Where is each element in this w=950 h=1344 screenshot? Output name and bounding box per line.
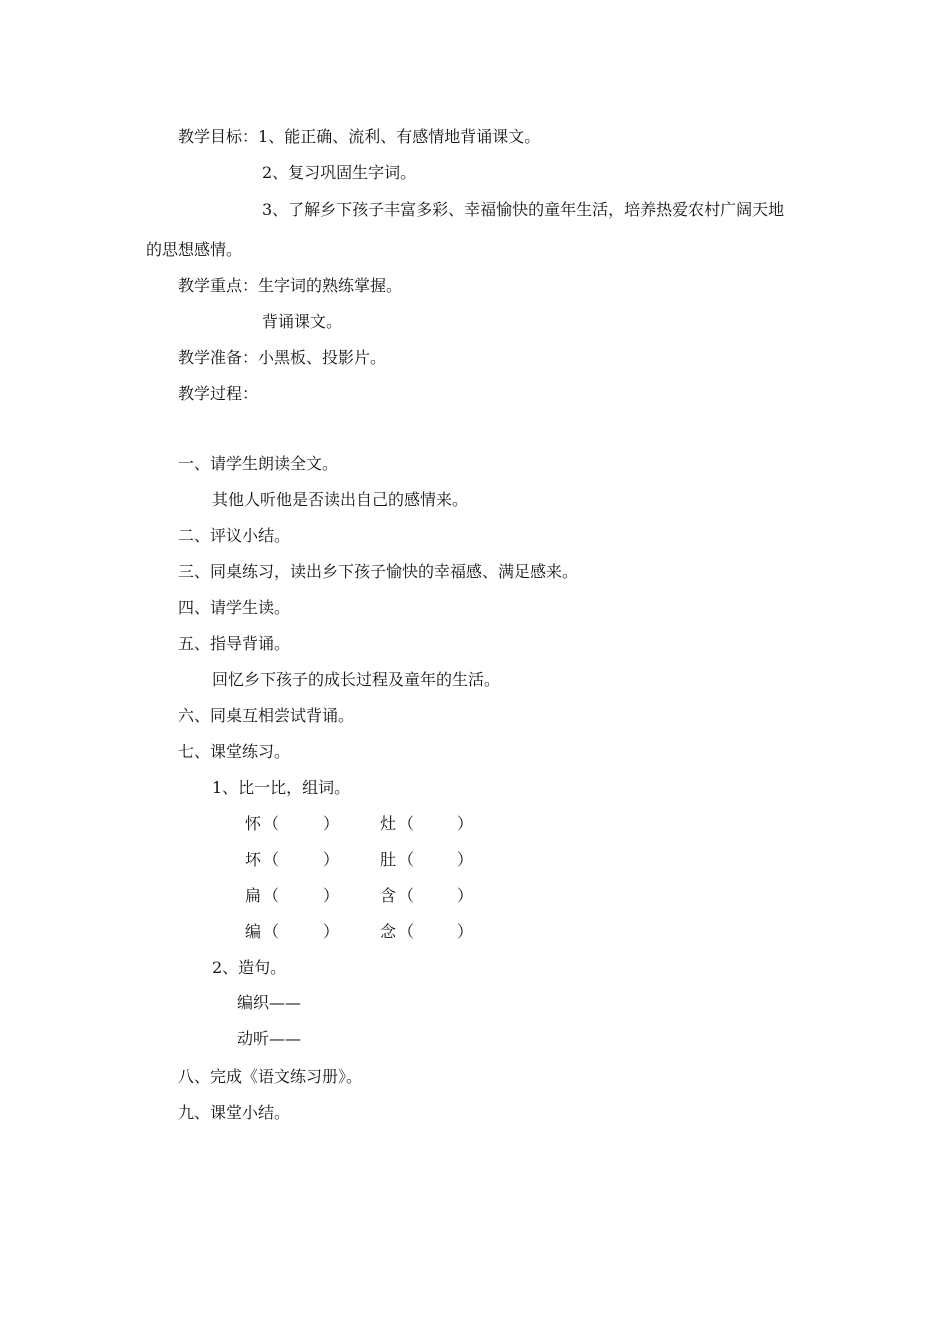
key-points-label: 教学重点： — [178, 276, 259, 295]
word-left-char: 扁 — [245, 886, 262, 905]
word-right-open-paren: （ — [398, 814, 415, 833]
key-points-line-1 — [178, 275, 402, 297]
key-points-item-1: 生字词的熟练掌握。 — [258, 276, 403, 295]
word-left-char: 编 — [245, 922, 262, 941]
objectives-item-3: 3、了解乡下孩子丰富多彩、幸福愉快的童年生活，培养热爱农村广阔天地 — [262, 200, 785, 219]
process-label: 教学过程： — [178, 384, 259, 403]
step-6: 六、同桌互相尝试背诵。 — [178, 706, 355, 725]
word-left-close-paren: ） — [323, 922, 340, 941]
key-points-item-2: 背诵课文。 — [262, 312, 343, 331]
exercise-1: 1、比一比，组词。 — [212, 778, 351, 797]
step-9: 九、课堂小结。 — [178, 1103, 291, 1122]
preparation-line — [178, 347, 386, 369]
word-right-open-paren: （ — [398, 850, 415, 869]
step-2: 二、评议小结。 — [178, 526, 291, 545]
word-left-open-paren: （ — [263, 922, 280, 941]
word-left-close-paren: ） — [323, 886, 340, 905]
word-left-char: 坏 — [245, 850, 262, 869]
step-5: 五、指导背诵。 — [178, 634, 291, 653]
word-right-close-paren: ） — [457, 850, 474, 869]
word-right-char: 念 — [380, 922, 397, 941]
step-1: 一、请学生朗读全文。 — [178, 454, 339, 473]
exercise-2: 2、造句。 — [212, 958, 287, 977]
word-right-close-paren: ） — [457, 814, 474, 833]
objectives-item-3-cont: 的思想感情。 — [146, 240, 243, 259]
word-left-open-paren: （ — [263, 850, 280, 869]
word-left-open-paren: （ — [263, 814, 280, 833]
objectives-label: 教学目标： — [178, 127, 259, 146]
step-7: 七、课堂练习。 — [178, 742, 291, 761]
preparation-value: 小黑板、投影片。 — [258, 348, 387, 367]
objectives-item-2: 2、复习巩固生字词。 — [262, 163, 417, 182]
word-right-close-paren: ） — [457, 922, 474, 941]
word-right-open-paren: （ — [398, 922, 415, 941]
step-3: 三、同桌练习，读出乡下孩子愉快的幸福感、满足感来。 — [178, 562, 579, 581]
word-right-char: 肚 — [380, 850, 397, 869]
word-right-open-paren: （ — [398, 886, 415, 905]
word-left-close-paren: ） — [323, 814, 340, 833]
word-left-open-paren: （ — [263, 886, 280, 905]
word-right-char: 灶 — [380, 814, 397, 833]
preparation-label: 教学准备： — [178, 348, 259, 367]
objectives-item-1: 1、能正确、流利、有感情地背诵课文。 — [258, 127, 541, 146]
step-8: 八、完成《语文练习册》。 — [178, 1067, 363, 1086]
step-5-note: 回忆乡下孩子的成长过程及童年的生活。 — [212, 670, 501, 689]
sentence-word-2: 动听—— — [237, 1029, 302, 1048]
step-1-note: 其他人听他是否读出自己的感情来。 — [212, 490, 469, 509]
word-right-char: 含 — [380, 886, 397, 905]
sentence-word-1: 编织—— — [237, 993, 302, 1012]
word-right-close-paren: ） — [457, 886, 474, 905]
word-left-close-paren: ） — [323, 850, 340, 869]
step-4: 四、请学生读。 — [178, 598, 291, 617]
word-left-char: 怀 — [245, 814, 262, 833]
objectives-line-1 — [178, 126, 540, 148]
